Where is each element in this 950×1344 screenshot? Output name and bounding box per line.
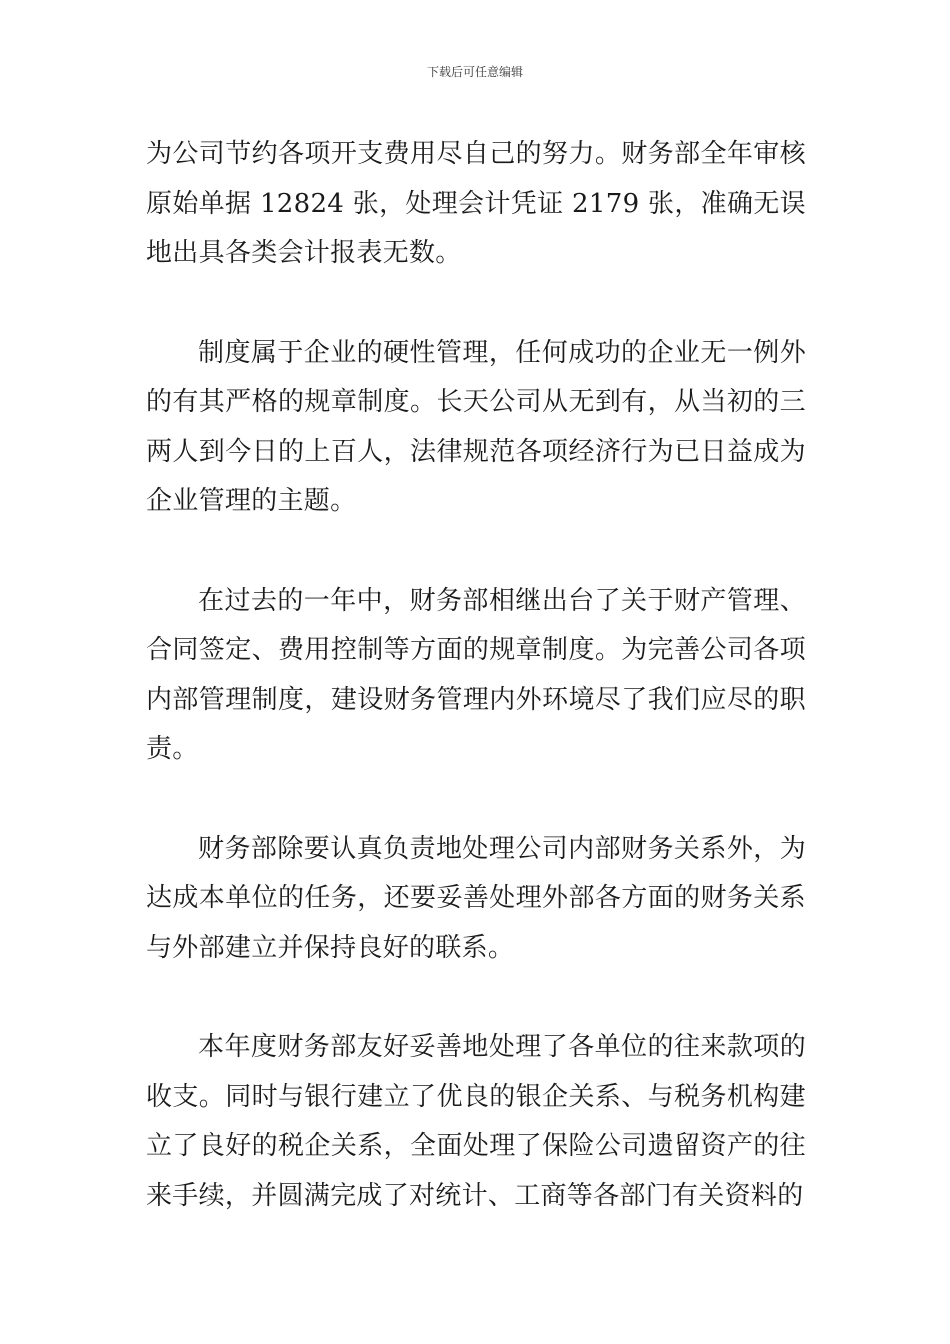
paragraph-5: 本年度财务部友好妥善地处理了各单位的往来款项的收支。同时与银行建立了优良的银企关系、与税务机构建立了良好的税企关系，全面处理了保险公司遗留资产的往来手续，并圆满完成了对统计、工商等各部门有关资料的 [146, 1032, 806, 1211]
paragraph-1: 为公司节约各项开支费用尽自己的努力。财务部全年审核原始单据 12824 张，处理会计凭证 2179 张，准确无误地出具各类会计报表无数。 [146, 139, 806, 268]
paragraph-2: 制度属于企业的硬性管理，任何成功的企业无一例外的有其严格的规章制度。长天公司从无到有，从当初的三两人到今日的上百人，法律规范各项经济行为已日益成为企业管理的主题。 [146, 337, 806, 516]
document-body [146, 130, 806, 1221]
paragraph-4: 财务部除要认真负责地处理公司内部财务关系外，为达成本单位的任务，还要妥善处理外部各方面的财务关系与外部建立并保持良好的联系。 [146, 833, 806, 963]
page-header: 下载后可任意编辑 [426, 65, 523, 79]
paragraph-3: 在过去的一年中，财务部相继出台了关于财产管理、合同签定、费用控制等方面的规章制度。为完善公司各项内部管理制度，建设财务管理内外环境尽了我们应尽的职责。 [146, 585, 806, 764]
